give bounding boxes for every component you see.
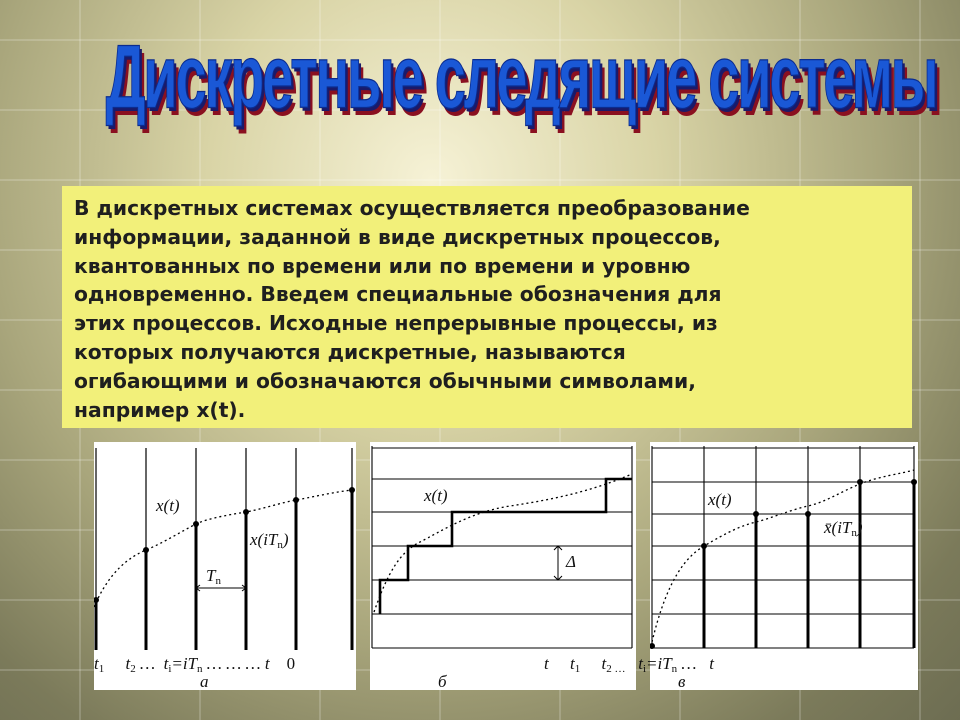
axis-tick-label: t bbox=[94, 654, 99, 673]
body-line: информации, заданной в виде дискретных процессов, bbox=[74, 224, 721, 249]
figure-a-plot bbox=[94, 442, 356, 652]
body-line: квантованных по времени или по времени и уровню bbox=[74, 253, 691, 278]
axis-tick-label: t bbox=[601, 654, 607, 673]
figure-a-sample-text: x(iT bbox=[250, 530, 278, 549]
figure-b-plot bbox=[370, 442, 636, 652]
axis-tick-sub: n bbox=[197, 663, 203, 675]
axis-tick-label: =iT bbox=[646, 654, 672, 673]
figure-a-period-sub: n bbox=[215, 575, 221, 587]
axis-tick-sub: 1 bbox=[98, 663, 105, 675]
figure-b-level-label: Δ bbox=[566, 552, 576, 571]
watermark-text: MyShared bbox=[804, 660, 914, 687]
body-line: этих процессов. Исходные непрерывные процессы, из bbox=[74, 311, 718, 336]
axis-tick-sub: 2 bbox=[130, 663, 136, 675]
figure-b-caption: б bbox=[438, 672, 447, 691]
figure-c-panel bbox=[570, 442, 918, 691]
axis-origin-label: 0 bbox=[286, 654, 296, 673]
figure-a-period-label bbox=[206, 566, 221, 587]
axis-tick-label: t bbox=[570, 654, 575, 673]
figure-c-sample-tail: ) bbox=[856, 518, 863, 537]
figure-a-period-text: T bbox=[206, 566, 216, 585]
slide-title: Дискретные следящие системы bbox=[105, 27, 937, 128]
figure-a-caption: а bbox=[200, 672, 209, 691]
figure-b-axis-label: t bbox=[544, 654, 549, 673]
watermark bbox=[768, 656, 913, 692]
text-box bbox=[62, 186, 912, 428]
figure-c-sample-label bbox=[824, 518, 863, 539]
axis-tick-label: =iT bbox=[171, 654, 198, 673]
axis-tick-label: t bbox=[709, 654, 715, 673]
axis-tick-sub: i bbox=[642, 663, 647, 675]
figure-a-curve-label: x(t) bbox=[156, 496, 180, 515]
axis-tick-label: t bbox=[163, 654, 169, 673]
figure-c-caption: в bbox=[678, 672, 686, 691]
axis-tick-label: … … … t bbox=[206, 654, 270, 673]
figure-c-sample-text: x̄(iT bbox=[824, 518, 852, 537]
axis-tick-label: t bbox=[125, 654, 131, 673]
figure-b-curve-label: x(t) bbox=[424, 486, 448, 505]
body-line: которых получаются дискретные, называются bbox=[74, 339, 626, 364]
body-line: огибающими и обозначаются обычными символами, bbox=[74, 368, 696, 393]
body-line: одновременно. Введем специальные обозначения для bbox=[74, 282, 722, 307]
axis-tick-sub: n bbox=[671, 663, 678, 675]
figure-c-plot bbox=[650, 442, 918, 652]
figure-b-panel bbox=[370, 442, 636, 690]
figure-c-axis-labels bbox=[570, 654, 714, 675]
axis-tick-sub: 1 bbox=[574, 663, 581, 675]
axis-tick-sub: i bbox=[168, 663, 172, 675]
body-line: В дискретных системах осуществляется преобразование bbox=[74, 196, 750, 220]
figure-a-sample-sub: n bbox=[277, 539, 283, 551]
figure-a-sample-label bbox=[250, 530, 289, 551]
figure-c-sample-sub: n bbox=[851, 527, 857, 539]
axis-tick-sub: 2 … bbox=[606, 663, 626, 675]
figure-c-curve-label: x(t) bbox=[708, 490, 732, 509]
figure-a-panel bbox=[94, 442, 356, 690]
axis-tick-label: t bbox=[638, 654, 643, 673]
axis-tick-label: … bbox=[681, 654, 697, 673]
figure-a-sample-tail: ) bbox=[282, 530, 289, 549]
figure-a-axis-labels: $t_1$ $t_2$ … $t_i=iT_n$ … … … t 0 bbox=[94, 654, 296, 675]
body-line: например x(t). bbox=[74, 397, 246, 422]
watermark-logo-icon bbox=[768, 659, 798, 689]
